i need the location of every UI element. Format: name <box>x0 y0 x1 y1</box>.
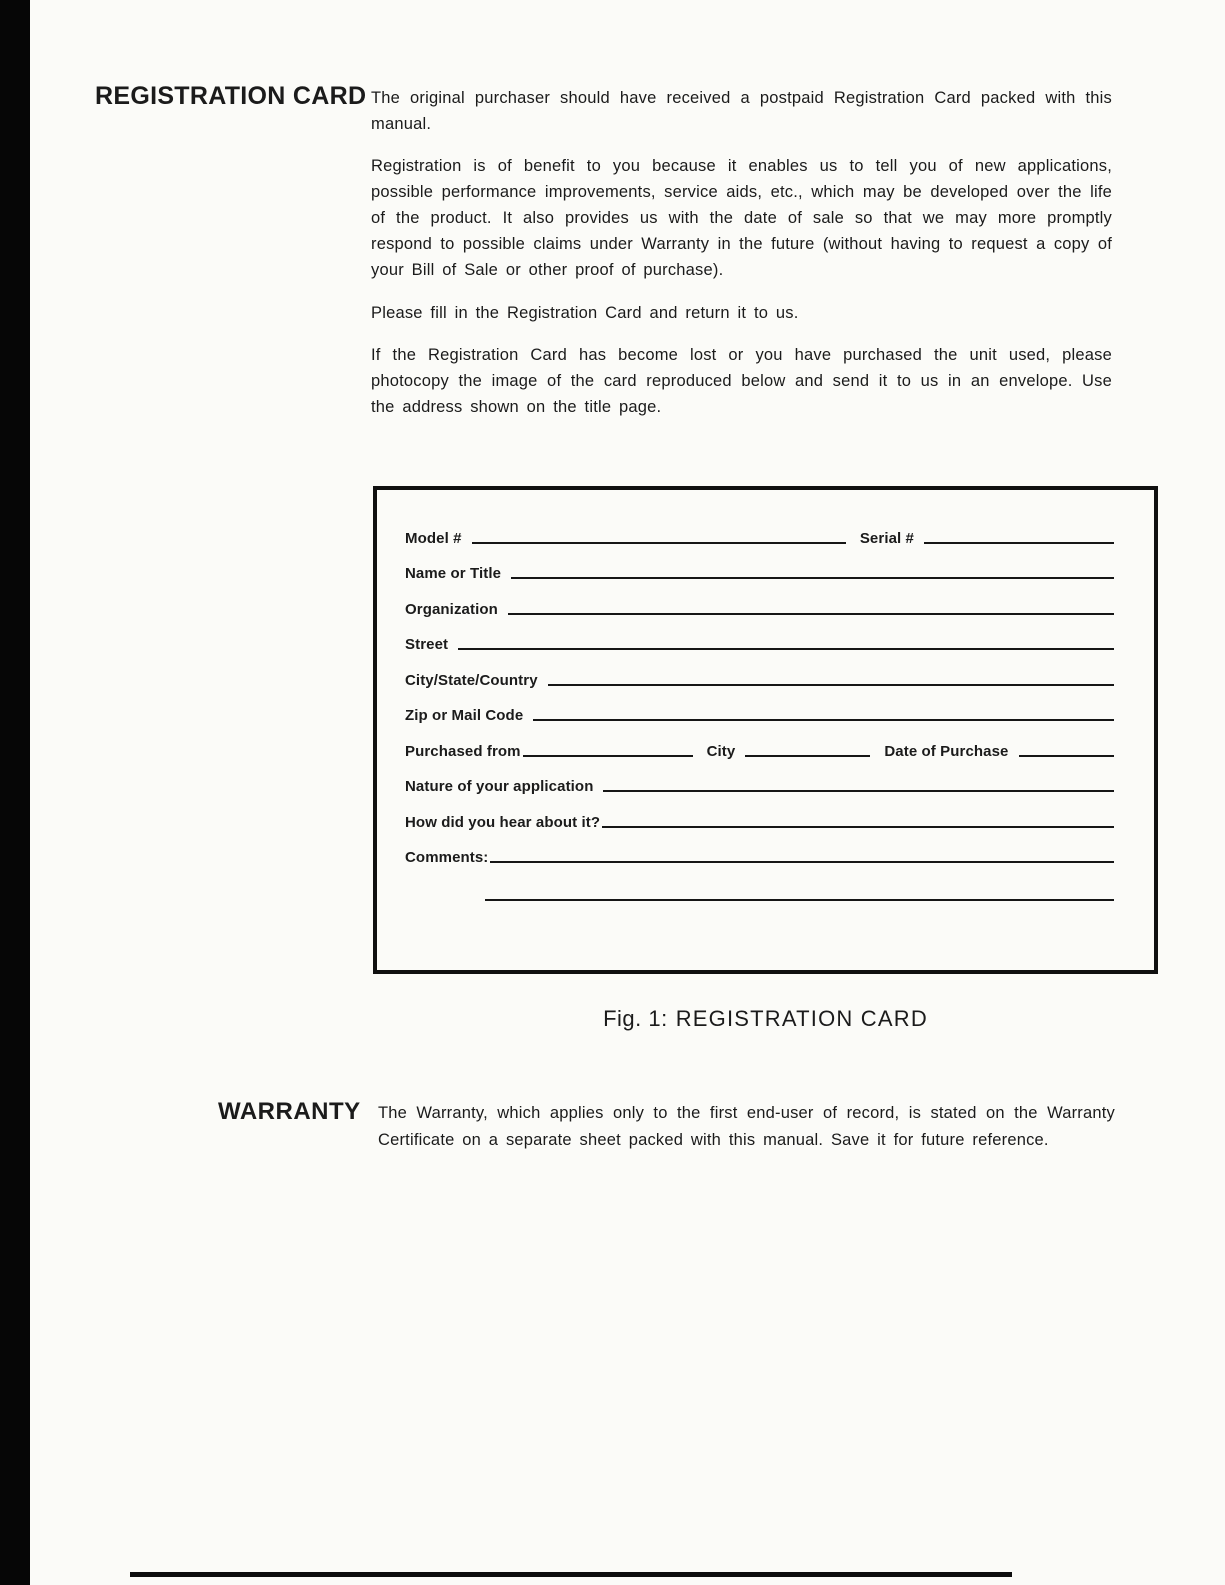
city-state-country-row <box>405 654 1114 690</box>
application-row <box>405 761 1114 797</box>
paragraph-registration-benefit: Registration is of benefit to you because it enables us to tell you of new applications, possible performance improvements, service aids, etc., which may be developed over the life of the product. It also provides us with the date of sale so that we may more promptly respond to possible claims under Warranty in the future (without having to request a copy of your Bill of Sale or other proof of purchase). <box>371 157 1112 279</box>
comments-label: Comments: <box>405 849 489 866</box>
date-of-purchase-fill-line <box>1019 754 1114 757</box>
zip-row <box>405 690 1114 726</box>
figure-caption <box>373 1006 1158 1032</box>
city-state-country-label: City/State/Country <box>405 671 538 689</box>
warranty-section-heading: WARRANTY <box>218 1098 361 1125</box>
model-label: Model # <box>405 529 462 547</box>
paragraph-warranty: The Warranty, which applies only to the first end-user of record, is stated on the Warranty Certificate on a separate sheet packed with this manual. Save it for future reference. <box>378 1104 1115 1149</box>
figure-caption-title: REGISTRATION CARD <box>675 1006 928 1031</box>
street-label: Street <box>405 636 449 653</box>
registration-card-form <box>373 486 1158 974</box>
comments-row <box>405 832 1114 868</box>
hear-about-row <box>405 796 1114 832</box>
organization-label: Organization <box>405 600 498 618</box>
purchased-from-label: Purchased from <box>405 742 521 760</box>
model-serial-row <box>405 512 1114 548</box>
zip-fill-line <box>533 718 1114 721</box>
scan-left-edge-bar <box>0 0 30 1585</box>
name-row <box>405 548 1114 584</box>
street-fill-line <box>458 647 1114 650</box>
zip-label: Zip or Mail Code <box>405 707 524 724</box>
comments-extra-row <box>405 867 1114 905</box>
city-state-country-fill-line <box>548 683 1114 686</box>
serial-label: Serial # <box>859 529 914 547</box>
paragraph-card-lost: If the Registration Card has become lost or you have purchased the unit used, please photocopy the image of the card reproduced below and send it to us in an envelope. Use the address shown on the title page. <box>371 346 1112 416</box>
purchase-info-row <box>405 725 1114 761</box>
paragraph-please-fill: Please fill in the Registration Card and return it to us. <box>371 304 799 322</box>
comments-fill-line <box>490 860 1114 863</box>
paragraph-original-purchaser: The original purchaser should have received a postpaid Registration Card packed with this manual. <box>371 89 1112 133</box>
model-fill-line <box>472 541 846 544</box>
figure-caption-number: Fig. 1: <box>603 1006 668 1031</box>
hear-about-label: How did you hear about it? <box>405 813 601 831</box>
organization-row <box>405 583 1114 619</box>
comments-extra-fill-line <box>485 898 1114 901</box>
purchase-city-fill-line <box>745 754 870 757</box>
name-label: Name or Title <box>405 565 502 582</box>
registration-body-text <box>371 85 1112 437</box>
street-row <box>405 619 1114 655</box>
name-fill-line <box>511 576 1114 579</box>
purchase-city-label: City <box>706 742 736 760</box>
serial-fill-line <box>924 541 1114 544</box>
scan-bottom-line <box>130 1572 1012 1577</box>
date-of-purchase-label: Date of Purchase <box>884 742 1009 760</box>
registration-card-section-heading: REGISTRATION CARD <box>95 82 367 110</box>
organization-fill-line <box>508 612 1114 615</box>
purchased-from-fill-line <box>523 754 693 757</box>
warranty-body-text <box>378 1100 1115 1154</box>
hear-about-fill-line <box>602 825 1114 828</box>
application-label: Nature of your application <box>405 778 594 795</box>
application-fill-line <box>603 789 1114 792</box>
